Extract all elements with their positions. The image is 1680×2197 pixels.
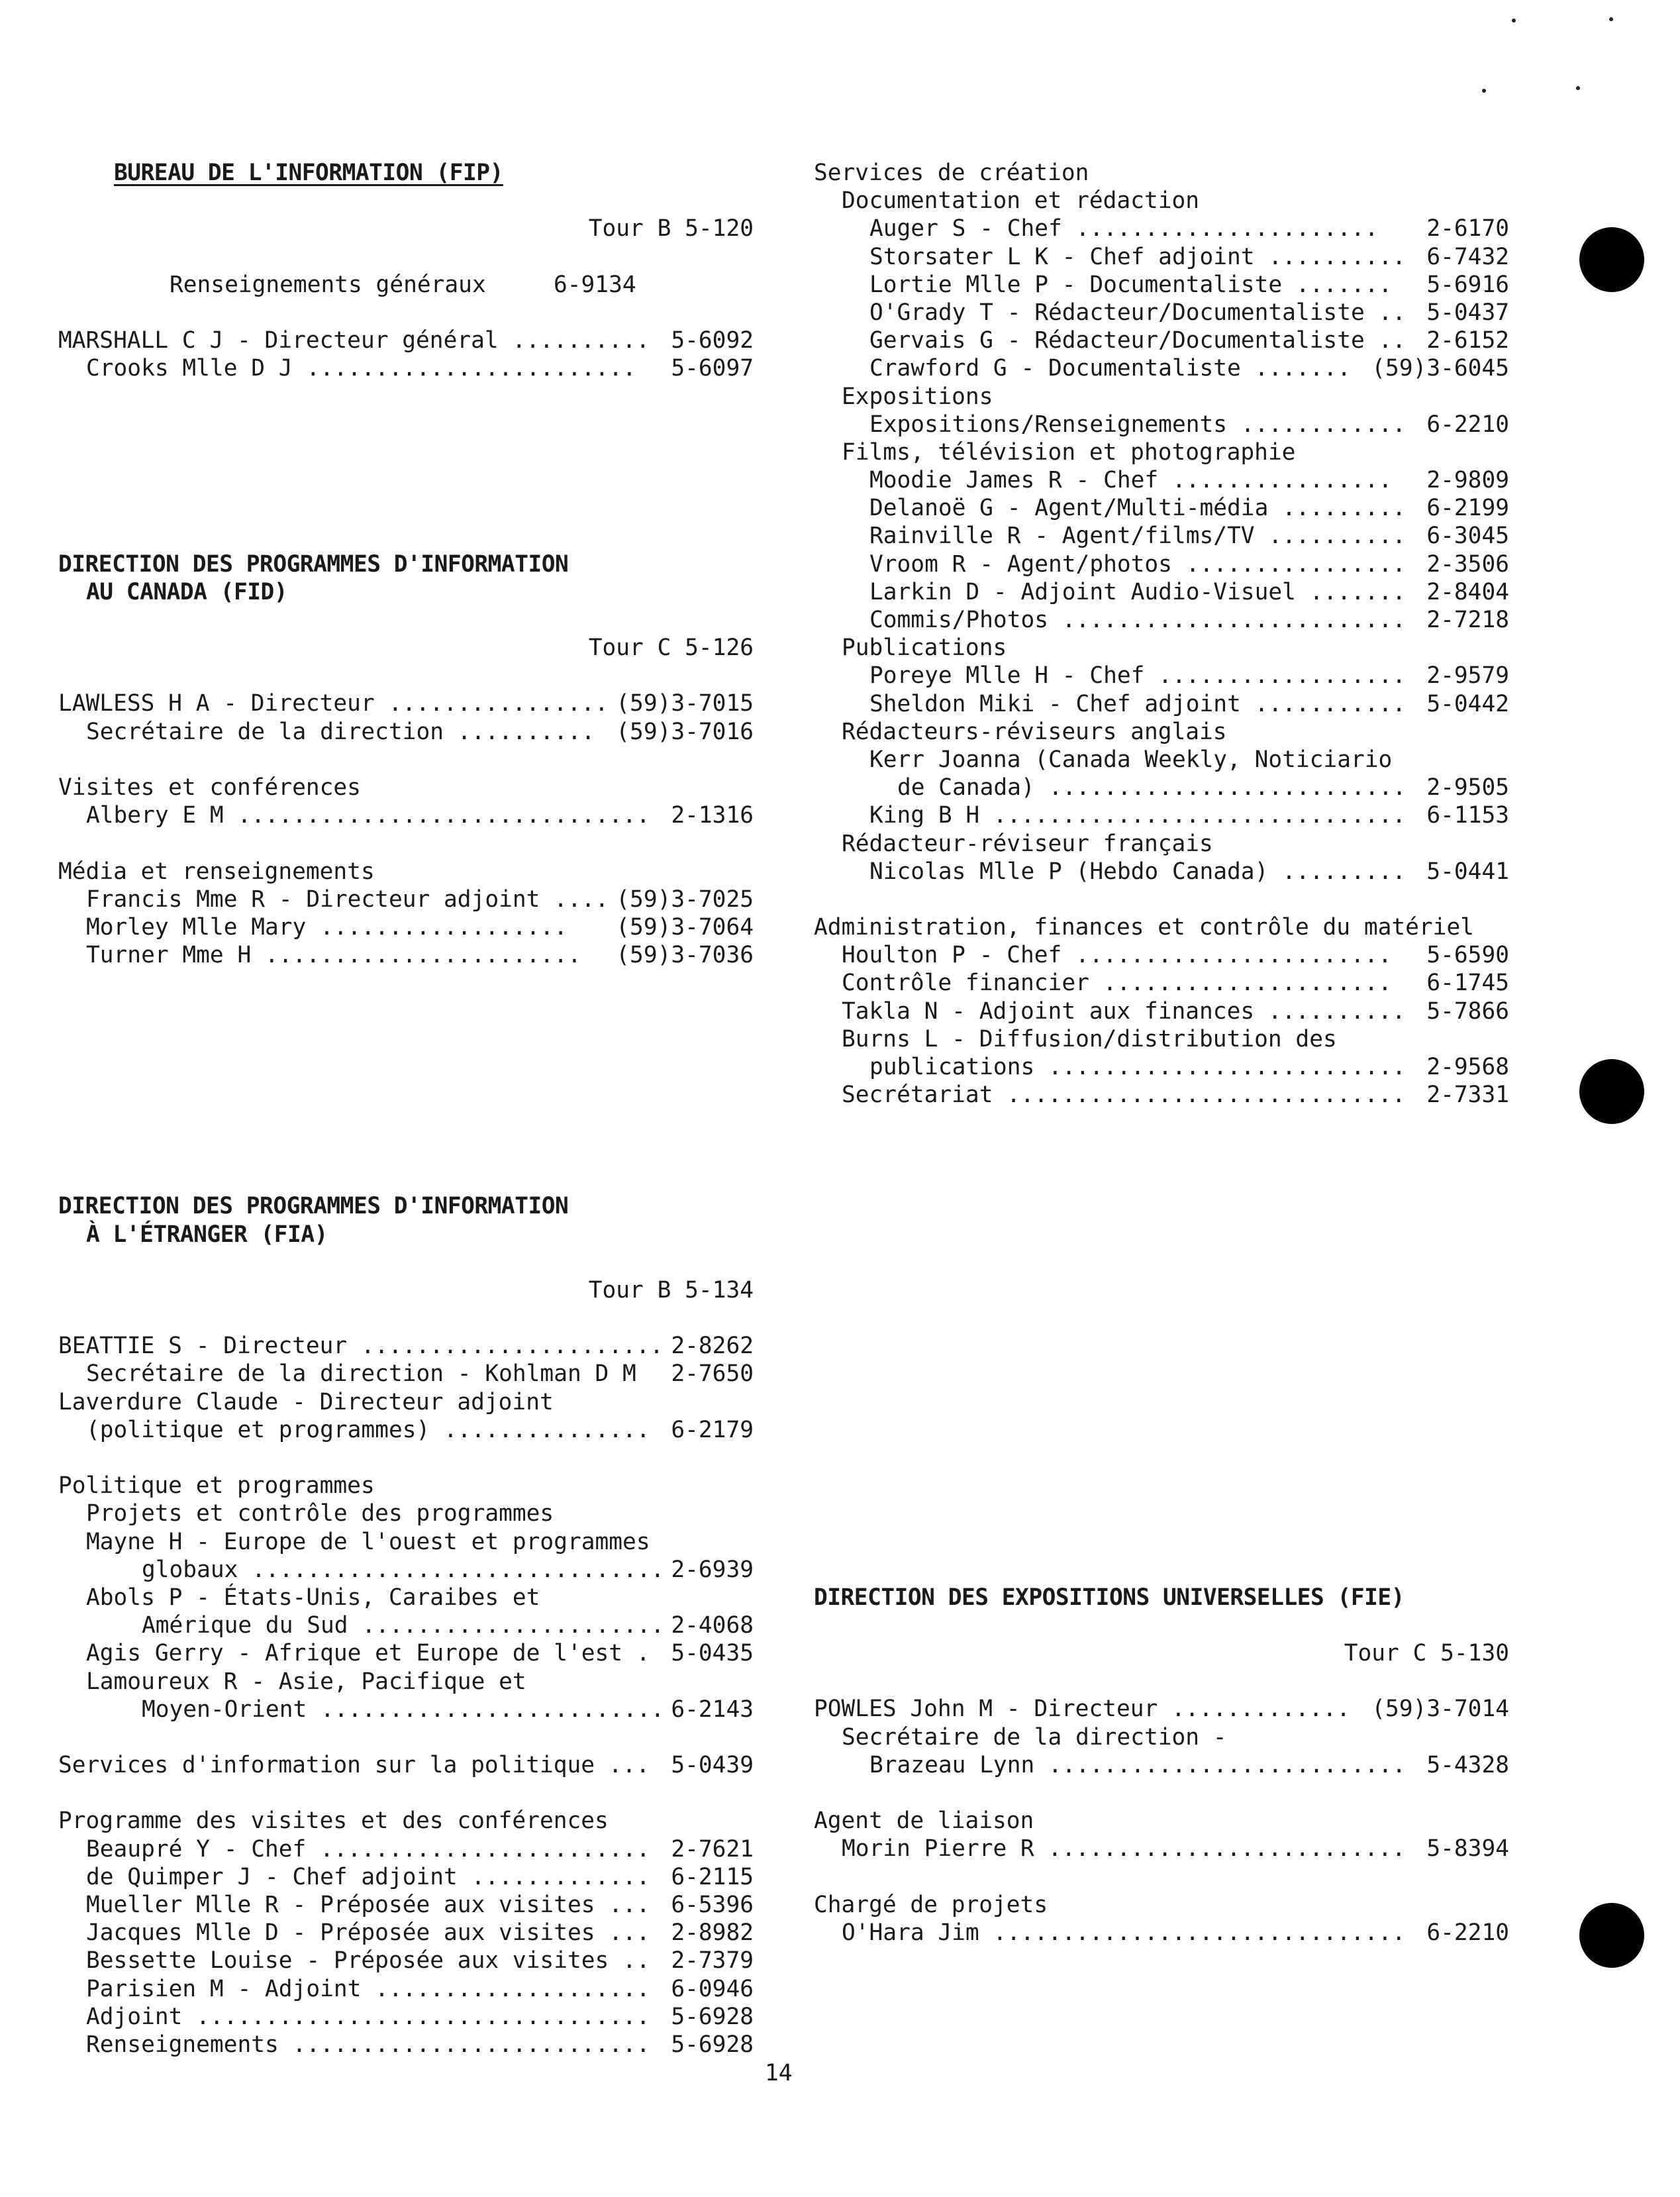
entry-label: Secrétaire de la direction - Kohlman D M [86, 1360, 636, 1388]
directory-entry [58, 1276, 754, 1304]
spacer [814, 1863, 1509, 1890]
spacer [58, 829, 754, 857]
entry-label: Moodie James R - Chef ................ [869, 467, 1393, 494]
entry-label: Storsater L K - Chef adjoint .......... [869, 243, 1407, 270]
directory-entry [814, 858, 1509, 886]
directory-entry [58, 1835, 754, 1863]
entry-phone: 2-6939 [671, 1556, 754, 1583]
entry-phone: 5-6928 [671, 2003, 754, 2030]
directory-entry [814, 1891, 1509, 1919]
entry-label: Renseignements généraux [170, 271, 486, 298]
entry-label: de Canada) .......................... [897, 774, 1407, 801]
section-heading [814, 1584, 1509, 1611]
directory-entry [58, 774, 754, 801]
entry-label: Morin Pierre R .......................... [842, 1835, 1406, 1863]
scan-speck [1609, 17, 1613, 21]
left-column [58, 159, 754, 2059]
spacer [814, 1779, 1509, 1807]
directory-entry [814, 774, 1509, 801]
directory-entry [58, 1556, 754, 1584]
entry-phone: 5-6590 [1426, 942, 1509, 969]
entry-phone: 2-7621 [671, 1835, 754, 1863]
entry-label: Secrétaire de la direction - [842, 1723, 1227, 1751]
entry-phone: (59)3-7016 [616, 718, 754, 745]
section-heading [58, 1221, 754, 1249]
directory-entry [814, 830, 1509, 858]
entry-phone: 5-0439 [671, 1752, 754, 1779]
directory-entry [58, 858, 754, 886]
entry-label: Mueller Mlle R - Préposée aux visites ... [86, 1892, 650, 1918]
scan-speck [1482, 89, 1486, 93]
directory-entry [58, 1751, 754, 1779]
entry-label: Programme des visites et des conférences [58, 1808, 609, 1835]
entry-label: publications .......................... [869, 1054, 1407, 1080]
directory-entry [814, 494, 1509, 522]
directory-entry [814, 1919, 1509, 1947]
entry-phone: 2-3506 [1426, 550, 1509, 578]
section-heading [58, 159, 754, 187]
directory-entry [814, 913, 1509, 941]
entry-label: Sheldon Miki - Chef adjoint ........... [869, 690, 1407, 717]
entry-label: Parisien M - Adjoint .................... [86, 1975, 650, 2002]
entry-label: Lortie Mlle P - Documentaliste ....... [869, 271, 1393, 298]
directory-entry [814, 187, 1509, 215]
directory-entry [58, 913, 754, 941]
directory-entry [814, 271, 1509, 299]
spacer [58, 299, 754, 327]
directory-entry [814, 243, 1509, 271]
entry-phone: 2-9568 [1426, 1054, 1509, 1080]
directory-entry [814, 1025, 1509, 1053]
directory-entry [814, 383, 1509, 411]
entry-phone: 6-2210 [1426, 1919, 1509, 1946]
directory-entry [58, 718, 754, 746]
entry-phone: 6-2115 [671, 1863, 754, 1890]
directory-entry [814, 606, 1509, 634]
entry-label: Agent de liaison [814, 1808, 1034, 1835]
heading-text: BUREAU DE L'INFORMATION (FIP) [114, 160, 503, 186]
entry-label: Agis Gerry - Afrique et Europe de l'est . [86, 1640, 650, 1667]
spacer [814, 1109, 1509, 1332]
entry-phone: 6-2143 [671, 1696, 754, 1723]
directory-entry [58, 1360, 754, 1388]
entry-label: Tour B 5-120 [588, 215, 754, 242]
entry-label: globaux .............................. [142, 1556, 665, 1583]
scan-speck [1512, 19, 1516, 23]
entry-label: Brazeau Lynn .......................... [869, 1751, 1407, 1778]
directory-entry [58, 1807, 754, 1835]
entry-label: Documentation et rédaction [842, 187, 1200, 215]
directory-entry [58, 1919, 754, 1947]
entry-label: Rédacteur-réviseur français [842, 830, 1213, 857]
spacer [814, 1332, 1509, 1555]
entry-phone: 5-6928 [671, 2031, 754, 2058]
entry-phone: 5-8394 [1426, 1835, 1509, 1863]
entry-label: Chargé de projets [814, 1891, 1048, 1918]
binder-hole-bottom [1579, 1903, 1644, 1968]
entry-phone: 2-7379 [671, 1947, 754, 1974]
entry-phone: 2-9809 [1426, 467, 1509, 494]
entry-phone: 2-6170 [1426, 215, 1509, 242]
entry-label: Projets et contrôle des programmes [86, 1500, 554, 1527]
binder-hole-top [1579, 227, 1644, 292]
entry-label: Renseignements .......................... [86, 2031, 650, 2058]
entry-phone: (59)3-7014 [1371, 1696, 1509, 1723]
entry-label: Visites et conférences [58, 774, 361, 801]
spacer [58, 243, 754, 271]
directory-entry [58, 1696, 754, 1723]
directory-entry [58, 1388, 754, 1416]
directory-entry [58, 354, 754, 382]
entry-label: Vroom R - Agent/photos ................ [869, 550, 1407, 578]
entry-phone: 2-8982 [671, 1919, 754, 1947]
entry-label: Albery E M .............................. [86, 802, 650, 829]
directory-entry [58, 2003, 754, 2031]
directory-entry [814, 1695, 1509, 1723]
spacer [58, 1723, 754, 1751]
entry-label: Expositions/Renseignements ............ [869, 411, 1407, 438]
heading-text: DIRECTION DES PROGRAMMES D'INFORMATION [58, 550, 569, 578]
entry-label: Burns L - Diffusion/distribution des [842, 1025, 1337, 1052]
directory-entry [814, 1081, 1509, 1109]
directory-entry [814, 578, 1509, 606]
directory-entry [814, 466, 1509, 494]
entry-label: Rédacteurs-réviseurs anglais [842, 718, 1227, 745]
entry-label: Turner Mme H ....................... [86, 942, 581, 969]
entry-phone: (59)3-6045 [1371, 355, 1509, 382]
directory-entry [58, 1472, 754, 1500]
section-heading [58, 1192, 754, 1220]
entry-label: Contrôle financier ..................... [842, 970, 1392, 997]
entry-phone: 2-7331 [1426, 1082, 1509, 1109]
directory-entry [814, 550, 1509, 578]
directory-entry [58, 941, 754, 969]
entry-label: Commis/Photos ......................... [869, 607, 1407, 633]
entry-phone: 2-9579 [1426, 662, 1509, 690]
entry-phone: 5-6916 [1426, 271, 1509, 298]
directory-entry [58, 271, 754, 299]
entry-label: Beaupré Y - Chef ........................ [86, 1835, 650, 1863]
entry-label: Morley Mlle Mary .................. [86, 913, 568, 941]
directory-entry [814, 1053, 1509, 1081]
spacer [58, 1444, 754, 1472]
spacer [58, 662, 754, 690]
directory-entry [58, 1891, 754, 1919]
entry-label: POWLES John M - Directeur ............. [814, 1696, 1351, 1723]
entry-label: Services de création [814, 160, 1089, 186]
spacer [58, 1304, 754, 1332]
spacer [814, 1667, 1509, 1695]
entry-label: Abols P - États-Unis, Caraibes et [86, 1584, 540, 1611]
entry-label: Secrétariat ............................. [842, 1082, 1406, 1109]
entry-label: O'Hara Jim .............................. [842, 1919, 1406, 1946]
entry-phone: 6-5396 [671, 1892, 754, 1918]
entry-label: O'Grady T - Rédacteur/Documentaliste .. [869, 299, 1407, 326]
directory-entry [814, 1807, 1509, 1835]
spacer [814, 1555, 1509, 1583]
entry-phone: 2-6152 [1426, 327, 1509, 354]
entry-label: Lamoureux R - Asie, Pacifique et [86, 1668, 526, 1695]
entry-phone: 2-4068 [671, 1612, 754, 1639]
entry-label: Laverdure Claude - Directeur adjoint [58, 1388, 554, 1415]
entry-label: Gervais G - Rédacteur/Documentaliste .. [869, 327, 1407, 354]
entry-label: Publications [842, 635, 1007, 662]
directory-entry [814, 969, 1509, 997]
entry-phone: 2-1316 [671, 802, 754, 829]
directory-entry [814, 327, 1509, 354]
spacer [58, 1249, 754, 1276]
section-heading [58, 578, 754, 606]
entry-label: Delanoë G - Agent/Multi-média ......... [869, 495, 1407, 522]
entry-label: Média et renseignements [58, 858, 375, 885]
entry-label: Takla N - Adjoint aux finances .......... [842, 997, 1406, 1025]
entry-label: King B H .............................. [869, 802, 1407, 829]
directory-entry [58, 634, 754, 662]
heading-text: À L'ÉTRANGER (FIA) [86, 1221, 328, 1248]
directory-entry [814, 1835, 1509, 1863]
entry-label: MARSHALL C J - Directeur général .......... [58, 327, 650, 354]
entry-label: Rainville R - Agent/films/TV .......... [869, 523, 1407, 550]
directory-entry [814, 801, 1509, 829]
entry-phone: (59)3-7036 [616, 942, 754, 969]
section-heading [58, 550, 754, 578]
entry-phone: 6-9134 [554, 271, 636, 298]
entry-phone: 6-3045 [1426, 523, 1509, 550]
right-column [814, 159, 1509, 1947]
directory-entry [58, 1332, 754, 1360]
heading-text: AU CANADA (FID) [86, 578, 288, 605]
entry-label: Larkin D - Adjoint Audio-Visuel ....... [869, 578, 1407, 605]
entry-phone: 2-9505 [1426, 774, 1509, 801]
entry-label: Kerr Joanna (Canada Weekly, Noticiario [869, 746, 1393, 773]
directory-entry [814, 941, 1509, 969]
directory-entry [58, 1639, 754, 1667]
entry-phone: 6-7432 [1426, 243, 1509, 270]
spacer [58, 383, 754, 550]
entry-phone: (59)3-7064 [616, 913, 754, 941]
entry-label: Films, télévision et photographie [842, 438, 1296, 466]
directory-entry [58, 1975, 754, 2003]
entry-phone: 5-0441 [1426, 858, 1509, 885]
spacer [58, 746, 754, 774]
entry-label: BEATTIE S - Directeur ...................... [58, 1333, 664, 1360]
spacer [58, 1779, 754, 1807]
entry-phone: 5-0442 [1426, 690, 1509, 717]
entry-label: Crooks Mlle D J ........................ [86, 355, 636, 382]
spacer [58, 969, 754, 1192]
entry-phone: 5-6097 [671, 355, 754, 382]
entry-label: de Quimper J - Chef adjoint ............. [86, 1863, 650, 1890]
directory-entry [58, 2031, 754, 2059]
directory-entry [58, 886, 754, 913]
entry-label: Amérique du Sud ...................... [142, 1612, 665, 1639]
entry-phone: (59)3-7025 [616, 886, 754, 913]
directory-entry [814, 438, 1509, 466]
directory-entry [814, 522, 1509, 550]
entry-label: LAWLESS H A - Directeur ................ [58, 690, 609, 717]
directory-entry [814, 1751, 1509, 1779]
entry-phone: 6-1745 [1426, 970, 1509, 997]
entry-label: Houlton P - Chef ....................... [842, 942, 1392, 969]
entry-label: Adjoint ................................. [86, 2003, 650, 2030]
directory-entry [814, 159, 1509, 187]
entry-phone: 2-8262 [671, 1333, 754, 1360]
directory-entry [58, 1416, 754, 1444]
entry-phone: 6-2199 [1426, 495, 1509, 522]
entry-label: Services d'information sur la politique ... [58, 1752, 650, 1779]
entry-label: Francis Mme R - Directeur adjoint .... [86, 886, 609, 913]
directory-entry [814, 634, 1509, 662]
entry-label: (politique et programmes) ............... [86, 1416, 650, 1443]
directory-entry [814, 1723, 1509, 1751]
entry-label: Auger S - Chef ...................... [869, 215, 1379, 242]
directory-entry [58, 1947, 754, 1974]
directory-entry [58, 1500, 754, 1527]
directory-entry [58, 215, 754, 242]
entry-label: Secrétaire de la direction .......... [86, 718, 595, 745]
entry-label: Politique et programmes [58, 1472, 375, 1500]
entry-label: Crawford G - Documentaliste ....... [869, 355, 1351, 382]
entry-label: Tour C 5-130 [1344, 1639, 1509, 1666]
entry-label: Tour B 5-134 [588, 1276, 754, 1303]
entry-label: Nicolas Mlle P (Hebdo Canada) ......... [869, 858, 1407, 885]
directory-entry [58, 690, 754, 717]
spacer [814, 886, 1509, 913]
entry-label: Poreye Mlle H - Chef .................. [869, 662, 1407, 690]
directory-entry [58, 1528, 754, 1556]
spacer [58, 187, 754, 215]
scan-speck [1576, 86, 1580, 90]
directory-entry [58, 327, 754, 354]
entry-phone: 2-8404 [1426, 578, 1509, 605]
entry-phone: 5-0437 [1426, 299, 1509, 326]
entry-phone: 6-1153 [1426, 802, 1509, 829]
entry-label: Jacques Mlle D - Préposée aux visites ... [86, 1919, 650, 1947]
directory-entry [814, 690, 1509, 718]
entry-phone: 6-0946 [671, 1975, 754, 2002]
spacer [58, 606, 754, 634]
heading-text: DIRECTION DES PROGRAMMES D'INFORMATION [58, 1193, 569, 1220]
entry-phone: (59)3-7015 [616, 690, 754, 717]
entry-phone: 5-4328 [1426, 1751, 1509, 1778]
directory-entry [814, 411, 1509, 438]
entry-phone: 6-2210 [1426, 411, 1509, 438]
directory-entry [814, 662, 1509, 690]
heading-text: DIRECTION DES EXPOSITIONS UNIVERSELLES (FIE) [814, 1584, 1405, 1611]
entry-label: Administration, finances et contrôle du matériel [814, 914, 1474, 941]
page-number: 14 [765, 2060, 793, 2086]
directory-entry [814, 1639, 1509, 1667]
directory-entry [58, 1863, 754, 1891]
directory-entry [58, 1611, 754, 1639]
entry-phone: 6-2179 [671, 1416, 754, 1443]
directory-entry [58, 801, 754, 829]
directory-entry [814, 746, 1509, 774]
directory-entry [814, 997, 1509, 1025]
directory-entry [814, 718, 1509, 746]
directory-entry [814, 354, 1509, 382]
binder-hole-middle [1579, 1059, 1644, 1124]
entry-label: Bessette Louise - Préposée aux visites .. [86, 1947, 650, 1974]
directory-entry [58, 1668, 754, 1696]
entry-phone: 5-0435 [671, 1640, 754, 1667]
entry-phone: 2-7650 [671, 1360, 754, 1388]
directory-entry [58, 1584, 754, 1611]
entry-label: Tour C 5-126 [588, 635, 754, 662]
entry-phone: 5-6092 [671, 327, 754, 354]
entry-phone: 5-7866 [1426, 997, 1509, 1025]
directory-entry [814, 299, 1509, 327]
spacer [814, 1611, 1509, 1639]
entry-label: Expositions [842, 383, 993, 410]
directory-entry [814, 215, 1509, 242]
entry-phone: 2-7218 [1426, 607, 1509, 633]
entry-label: Moyen-Orient ......................... [142, 1696, 665, 1723]
entry-label: Mayne H - Europe de l'ouest et programmes [86, 1528, 650, 1555]
